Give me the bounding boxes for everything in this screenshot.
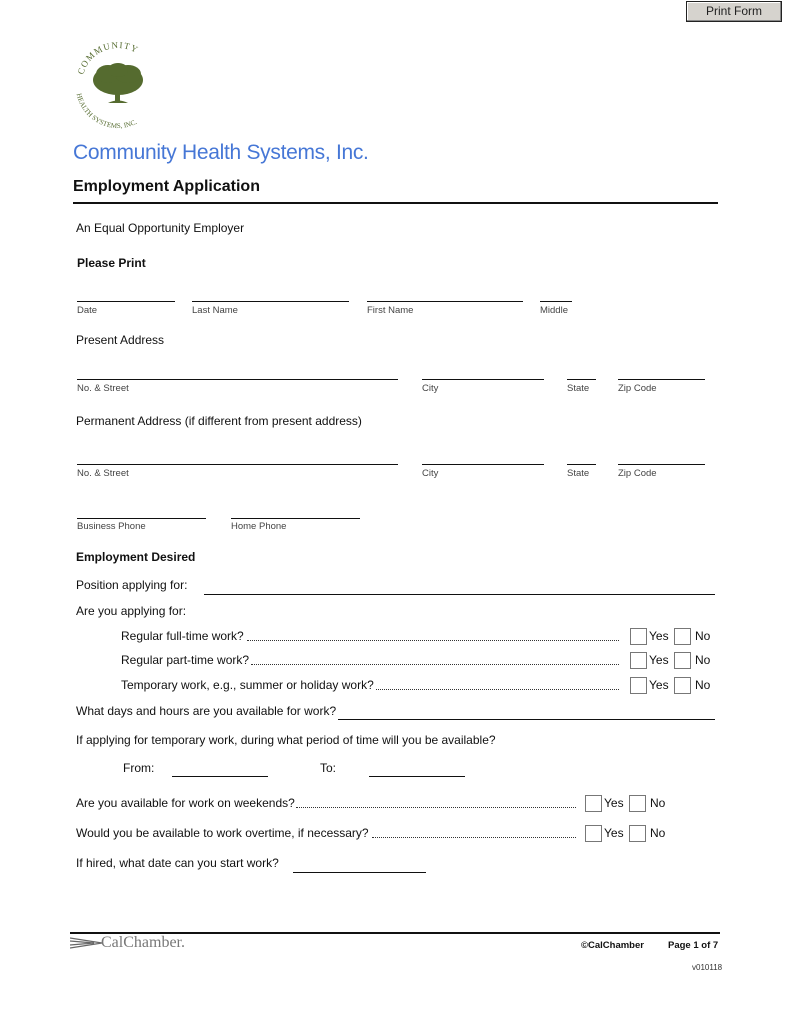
- present-street-line: [77, 379, 398, 380]
- temporary-no-label: No: [695, 678, 711, 692]
- present-state-line: [567, 379, 596, 380]
- start-date-input[interactable]: [293, 857, 426, 871]
- svg-text:HEALTH SYSTEMS, INC.: [75, 92, 139, 130]
- logo-bottom-text: HEALTH SYSTEMS, INC.: [74, 92, 139, 130]
- days-hours-input[interactable]: [338, 704, 715, 718]
- permanent-street-input[interactable]: [77, 449, 398, 463]
- present-city-label: City: [422, 383, 439, 394]
- days-hours-label: What days and hours are you available for work?: [76, 704, 337, 718]
- to-input[interactable]: [369, 761, 465, 775]
- full-time-no-checkbox[interactable]: [674, 628, 691, 645]
- first-name-input[interactable]: [367, 286, 523, 300]
- page-title: Employment Application: [73, 178, 260, 195]
- permanent-city-line: [422, 464, 544, 465]
- permanent-city-input[interactable]: [422, 449, 544, 463]
- present-city-line: [422, 379, 544, 380]
- leader-dots: [247, 640, 619, 641]
- permanent-zip-label: Zip Code: [618, 468, 657, 479]
- present-address-heading: Present Address: [76, 333, 165, 347]
- tree-icon: [93, 63, 143, 103]
- last-name-input[interactable]: [192, 286, 349, 300]
- part-time-no-checkbox[interactable]: [674, 652, 691, 669]
- calchamber-brand: CalChamber.: [101, 934, 185, 951]
- permanent-street-label: No. & Street: [77, 468, 129, 479]
- eoe-text: An Equal Opportunity Employer: [76, 221, 245, 235]
- home-phone-label: Home Phone: [231, 521, 287, 532]
- permanent-zip-line: [618, 464, 705, 465]
- temporary-yes-label: Yes: [649, 678, 669, 692]
- part-time-yes-label: Yes: [649, 653, 669, 667]
- employment-desired-heading: Employment Desired: [76, 550, 196, 564]
- middle-line: [540, 301, 572, 302]
- weekends-no-checkbox[interactable]: [629, 795, 646, 812]
- overtime-yes-label: Yes: [604, 826, 624, 840]
- days-hours-line: [338, 719, 715, 720]
- present-street-input[interactable]: [77, 364, 398, 378]
- permanent-state-input[interactable]: [567, 449, 596, 463]
- to-label: To:: [320, 761, 337, 775]
- page-indicator: Page 1 of 7: [668, 940, 719, 951]
- present-zip-input[interactable]: [618, 364, 705, 378]
- business-phone-line: [77, 518, 206, 519]
- permanent-address-heading: Permanent Address (if different from present address): [76, 414, 362, 428]
- weekends-label: Are you available for work on weekends?: [76, 796, 295, 810]
- date-line: [77, 301, 175, 302]
- business-phone-label: Business Phone: [77, 521, 146, 532]
- business-phone-input[interactable]: [77, 503, 206, 517]
- permanent-street-line: [77, 464, 398, 465]
- title-divider: [73, 202, 718, 204]
- start-date-label: If hired, what date can you start work?: [76, 856, 279, 870]
- home-phone-input[interactable]: [231, 503, 360, 517]
- position-label: Position applying for:: [76, 578, 188, 592]
- temporary-yes-checkbox[interactable]: [630, 677, 647, 694]
- full-time-no-label: No: [695, 629, 711, 643]
- present-state-input[interactable]: [567, 364, 596, 378]
- part-time-yes-checkbox[interactable]: [630, 652, 647, 669]
- middle-input[interactable]: [540, 286, 572, 300]
- overtime-label: Would you be available to work overtime, if necessary?: [76, 826, 369, 840]
- date-input[interactable]: [77, 286, 175, 300]
- home-phone-line: [231, 518, 360, 519]
- calchamber-logo-icon: [70, 937, 102, 949]
- overtime-no-label: No: [650, 826, 666, 840]
- version-text: v010118: [692, 963, 723, 972]
- community-health-logo: [68, 34, 168, 130]
- option-part-time-label: Regular part-time work?: [121, 653, 250, 667]
- present-city-input[interactable]: [422, 364, 544, 378]
- first-name-label: First Name: [367, 305, 414, 316]
- middle-label: Middle: [540, 305, 568, 316]
- present-zip-line: [618, 379, 705, 380]
- present-zip-label: Zip Code: [618, 383, 657, 394]
- first-name-line: [367, 301, 523, 302]
- applying-for-label: Are you applying for:: [76, 604, 187, 618]
- leader-dots: [251, 664, 619, 665]
- full-time-yes-checkbox[interactable]: [630, 628, 647, 645]
- position-input[interactable]: [204, 579, 715, 593]
- print-form-button[interactable]: Print Form: [686, 1, 782, 22]
- weekends-yes-label: Yes: [604, 796, 624, 810]
- company-name: Community Health Systems, Inc.: [73, 141, 369, 164]
- logo-top-text: COMMUNITY: [75, 39, 141, 76]
- last-name-label: Last Name: [192, 305, 238, 316]
- leader-dots: [296, 807, 576, 808]
- present-street-label: No. & Street: [77, 383, 129, 394]
- temporary-no-checkbox[interactable]: [674, 677, 691, 694]
- overtime-yes-checkbox[interactable]: [585, 825, 602, 842]
- to-line: [369, 776, 465, 777]
- from-line: [172, 776, 268, 777]
- present-state-label: State: [567, 383, 590, 394]
- from-label: From:: [123, 761, 155, 775]
- weekends-yes-checkbox[interactable]: [585, 795, 602, 812]
- full-time-yes-label: Yes: [649, 629, 669, 643]
- leader-dots: [372, 837, 576, 838]
- overtime-no-checkbox[interactable]: [629, 825, 646, 842]
- start-date-line: [293, 872, 426, 873]
- permanent-zip-input[interactable]: [618, 449, 705, 463]
- last-name-line: [192, 301, 349, 302]
- leader-dots: [376, 689, 619, 690]
- from-input[interactable]: [172, 761, 268, 775]
- option-full-time-label: Regular full-time work?: [121, 629, 244, 643]
- part-time-no-label: No: [695, 653, 711, 667]
- permanent-city-label: City: [422, 468, 439, 479]
- permanent-state-line: [567, 464, 596, 465]
- option-temporary-label: Temporary work, e.g., summer or holiday work?: [121, 678, 374, 692]
- permanent-state-label: State: [567, 468, 590, 479]
- temp-period-label: If applying for temporary work, during what period of time will you be available?: [76, 733, 496, 747]
- copyright-text: ©CalChamber: [581, 940, 644, 951]
- position-line: [204, 594, 715, 595]
- date-label: Date: [77, 305, 98, 316]
- please-print-heading: Please Print: [77, 256, 146, 270]
- weekends-no-label: No: [650, 796, 666, 810]
